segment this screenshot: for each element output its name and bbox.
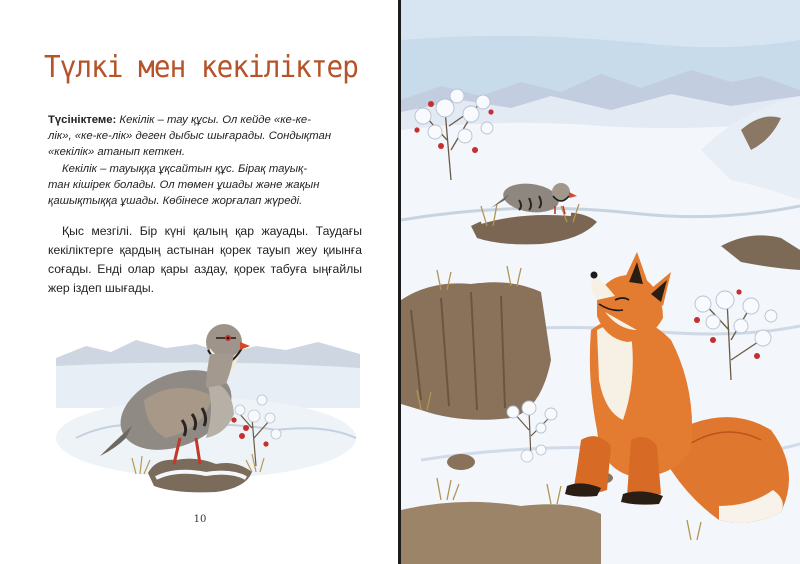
page-title: Түлкі мен кекіліктер xyxy=(44,50,358,85)
page-number: 10 xyxy=(193,514,207,525)
note-line-2: лік», «ке-ке-лік» деген дыбыс шығарады. Сондықтан xyxy=(48,130,332,143)
partridge-illustration xyxy=(56,288,360,502)
note-line-4: Кекілік – тауыққа ұқсайтын құс. Бірақ тауық- xyxy=(62,162,308,175)
explanation-note xyxy=(48,112,362,209)
fox-scene-illustration xyxy=(401,0,800,564)
note-line-6: қашықтыққа ұшады. Көбінесе жорғалап жүреді. xyxy=(48,195,303,208)
right-page xyxy=(401,0,800,564)
note-line-5: тан кішірек болады. Ол төмен ұшады және жақын xyxy=(48,178,320,191)
left-page xyxy=(0,0,398,564)
story-paragraph: Қыс мезгілі. Бір күні қалың қар жауады. Таудағы кекіліктерге қардың астынан қорек тауып жеу қиынға соғады. Енді олар қары аздау, қорек табуға ыңғайлы жер іздеп шығады. xyxy=(48,224,362,295)
note-label: Түсініктеме: xyxy=(48,114,117,126)
note-line-1: Кекілік – тау құсы. Ол кейде «ке-ке- xyxy=(116,114,311,126)
note-line-3: «кекілік» атанып кеткен. xyxy=(48,146,185,159)
